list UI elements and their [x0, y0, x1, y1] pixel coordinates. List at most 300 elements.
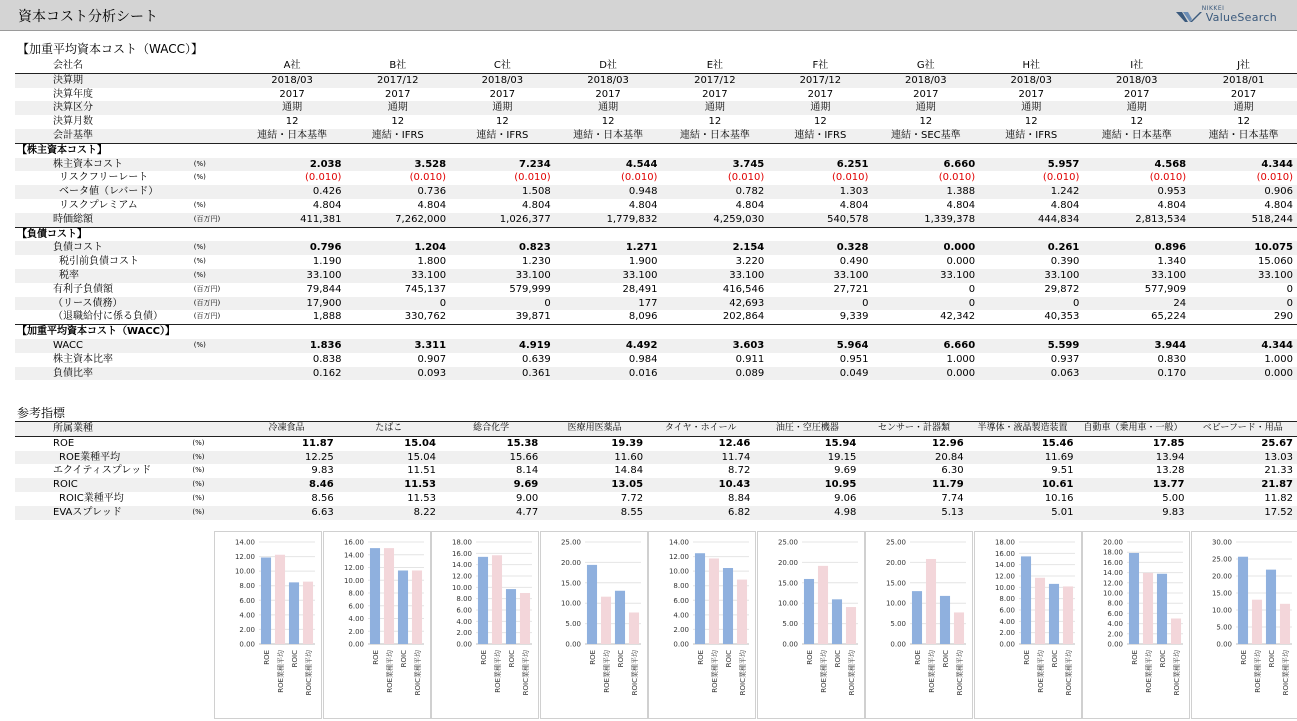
value-cell: 1.242 — [979, 185, 1083, 199]
empty-cell — [555, 325, 662, 339]
value-cell: 9.69 — [440, 478, 542, 492]
value-cell: 0.953 — [1083, 185, 1190, 199]
value-cell: 21.87 — [1189, 478, 1297, 492]
unit-label — [194, 353, 239, 367]
bar-roe — [695, 553, 705, 644]
y-tick-label: 2.00 — [998, 629, 1015, 638]
unit-cell — [194, 88, 239, 102]
row-label: 税率 — [15, 269, 194, 283]
x-tick-label: ROE業種平均 — [1145, 650, 1153, 693]
data-row — [15, 185, 1297, 199]
value-cell: 4.919 — [450, 339, 555, 353]
value-cell: 1.000 — [872, 353, 979, 367]
x-tick-label: ROE — [1239, 650, 1248, 665]
y-tick-label: 20.00 — [1211, 572, 1232, 581]
value-cell: 20.84 — [860, 451, 967, 465]
header-row — [15, 73, 1297, 87]
value-cell: 1.303 — [768, 185, 872, 199]
header-cell: A社 — [239, 59, 346, 73]
row-label: 負債比率 — [15, 367, 194, 381]
row-label: 所属業種 — [15, 422, 192, 437]
header-cell: 連結・日本基準 — [239, 129, 346, 143]
value-cell: 17.85 — [1077, 436, 1188, 450]
bar-roe-industry-avg — [600, 597, 610, 644]
value-cell: 0.261 — [979, 241, 1083, 255]
value-cell: 330,762 — [345, 310, 450, 324]
x-tick-label: ROE — [480, 650, 488, 665]
value-cell: 0 — [768, 297, 872, 311]
chart-svg — [758, 532, 864, 718]
value-cell: 11.51 — [338, 464, 440, 478]
bar-roe — [261, 558, 271, 644]
bar-roe — [1237, 557, 1247, 644]
value-cell: 3.944 — [1083, 339, 1190, 353]
industry-cell: ベビーフード・用品 — [1189, 422, 1297, 437]
roe-roic-chart — [540, 531, 648, 719]
x-tick-label: ROIC業種平均 — [956, 650, 964, 696]
unit-label: (%) — [192, 492, 235, 506]
roe-roic-chart — [1191, 531, 1297, 719]
header-cell: 2018/03 — [1083, 73, 1190, 87]
unit-label: (%) — [194, 171, 239, 185]
x-tick-label: ROIC — [399, 650, 408, 668]
value-cell: 33.100 — [555, 269, 662, 283]
header-cell: 2018/01 — [1190, 73, 1297, 87]
industry-cell: 油圧・空圧機器 — [754, 422, 860, 437]
value-cell: 0.000 — [872, 241, 979, 255]
y-tick-label: 2.00 — [1107, 630, 1123, 639]
header-cell: 連結・日本基準 — [1190, 129, 1297, 143]
empty-cell — [555, 227, 662, 241]
value-cell: 0 — [450, 297, 555, 311]
value-cell: 0.823 — [450, 241, 555, 255]
x-tick-label: ROIC業種平均 — [413, 650, 422, 696]
value-cell: 9.06 — [754, 492, 860, 506]
value-cell: 13.77 — [1077, 478, 1188, 492]
value-cell: 0.838 — [239, 353, 346, 367]
value-cell: 0.896 — [1083, 241, 1190, 255]
value-cell: 0.782 — [661, 185, 768, 199]
value-cell: 11.79 — [860, 478, 967, 492]
value-cell: 0.170 — [1083, 367, 1190, 381]
x-tick-label: ROE業種平均 — [1036, 650, 1045, 693]
value-cell: 8.56 — [235, 492, 337, 506]
y-tick-label: 25.00 — [777, 538, 798, 547]
x-tick-label: ROE業種平均 — [1253, 650, 1262, 693]
bar-roe-industry-avg — [383, 548, 393, 644]
value-cell: 0.948 — [555, 185, 662, 199]
value-cell: 11.74 — [647, 451, 754, 465]
unit-cell — [192, 422, 235, 437]
y-tick-label: 4.00 — [239, 611, 255, 620]
reference-row — [15, 506, 1297, 520]
value-cell: 33.100 — [1190, 269, 1297, 283]
reference-row — [15, 478, 1297, 492]
empty-cell — [1083, 227, 1190, 241]
y-tick-label: 0.00 — [239, 640, 255, 649]
value-cell: 444,834 — [979, 213, 1083, 227]
value-cell: 1.800 — [345, 255, 450, 269]
row-label: 決算区分 — [15, 101, 194, 115]
empty-cell — [450, 227, 555, 241]
value-cell: 11.53 — [338, 492, 440, 506]
bar-roe-industry-avg — [275, 555, 285, 644]
bar-roe — [912, 591, 922, 644]
value-cell: 15.66 — [440, 451, 542, 465]
y-tick-label: 18.00 — [1102, 548, 1123, 557]
y-tick-label: 12.00 — [234, 553, 255, 562]
value-cell: 15.46 — [968, 436, 1078, 450]
row-label: ROE — [15, 436, 192, 450]
empty-cell — [450, 325, 555, 339]
data-row — [15, 213, 1297, 227]
header-cell: J社 — [1190, 59, 1297, 73]
y-tick-label: 6.00 — [998, 606, 1015, 615]
bar-roic-industry-avg — [845, 607, 855, 644]
value-cell: 0.328 — [768, 241, 872, 255]
value-cell: 33.100 — [450, 269, 555, 283]
value-cell: 4.804 — [239, 199, 346, 213]
header-cell: 2018/03 — [450, 73, 555, 87]
empty-cell — [768, 143, 872, 157]
value-cell: (0.010) — [239, 171, 346, 185]
y-tick-label: 8.00 — [1107, 599, 1123, 608]
roe-roic-chart — [431, 531, 539, 719]
bar-roe — [803, 579, 813, 644]
value-cell: 9.83 — [235, 464, 337, 478]
value-cell: 0 — [1190, 283, 1297, 297]
y-tick-label: 16.00 — [343, 538, 364, 547]
value-cell: 5.01 — [968, 506, 1078, 520]
logo-brand-text: ValueSearch — [1205, 10, 1277, 24]
bar-roic-industry-avg — [411, 570, 421, 644]
value-cell: 0.736 — [345, 185, 450, 199]
row-label: リスクフリーレート — [15, 171, 194, 185]
y-tick-label: 10.00 — [1102, 589, 1123, 598]
value-cell: 4.804 — [1083, 199, 1190, 213]
roe-roic-chart — [865, 531, 973, 719]
bar-roic — [614, 591, 624, 644]
value-cell: 10.61 — [968, 478, 1078, 492]
value-cell: 6.63 — [235, 506, 337, 520]
value-cell: 15.04 — [338, 451, 440, 465]
value-cell: 0.937 — [979, 353, 1083, 367]
value-cell: 745,137 — [345, 283, 450, 297]
value-cell: 411,381 — [239, 213, 346, 227]
bar-roic-industry-avg — [1062, 586, 1072, 644]
value-cell: 79,844 — [239, 283, 346, 297]
x-tick-label: ROIC業種平均 — [847, 650, 856, 696]
value-cell: 2.038 — [239, 158, 346, 172]
row-label: （退職給付に係る負債） — [15, 310, 194, 324]
y-tick-label: 0.00 — [1107, 640, 1123, 649]
header-cell: 12 — [450, 115, 555, 129]
value-cell: 0 — [345, 297, 450, 311]
empty-cell — [239, 143, 346, 157]
unit-label: (%) — [194, 158, 239, 172]
header-cell: B社 — [345, 59, 450, 73]
value-cell: 11.53 — [338, 478, 440, 492]
value-cell: 1,026,377 — [450, 213, 555, 227]
bar-roic — [1157, 574, 1167, 644]
empty-cell — [872, 325, 979, 339]
value-cell: 1.230 — [450, 255, 555, 269]
bar-roe — [586, 565, 596, 644]
y-tick-label: 10.00 — [777, 599, 798, 608]
industry-cell: 医療用医薬品 — [542, 422, 647, 437]
value-cell: 5.00 — [1077, 492, 1188, 506]
value-cell: 15.94 — [754, 436, 860, 450]
value-cell: 4.804 — [555, 199, 662, 213]
value-cell: 1,779,832 — [555, 213, 662, 227]
y-tick-label: 20.00 — [885, 558, 906, 567]
value-cell: 42,693 — [661, 297, 768, 311]
unit-label: (%) — [194, 269, 239, 283]
unit-cell — [194, 101, 239, 115]
header-cell: 連結・日本基準 — [661, 129, 768, 143]
y-tick-label: 6.00 — [239, 596, 255, 605]
value-cell: 0.490 — [768, 255, 872, 269]
chart-area — [214, 531, 1294, 717]
header-cell: 12 — [768, 115, 872, 129]
empty-cell — [1083, 325, 1190, 339]
bar-roic-industry-avg — [1279, 604, 1289, 644]
y-tick-label: 16.00 — [451, 549, 472, 558]
header-cell: 通期 — [345, 101, 450, 115]
value-cell: 6.660 — [872, 339, 979, 353]
y-tick-label: 8.00 — [456, 595, 472, 604]
row-label: 決算年度 — [15, 88, 194, 102]
group-title: 【加重平均資本コスト（WACC）】 — [15, 325, 239, 339]
header-cell: 通期 — [979, 101, 1083, 115]
y-tick-label: 15.00 — [1211, 589, 1232, 598]
x-tick-label: ROE業種平均 — [711, 650, 719, 693]
unit-label: (百万円) — [194, 310, 239, 324]
header-cell: 2017 — [1190, 88, 1297, 102]
header-cell: 通期 — [1190, 101, 1297, 115]
empty-cell — [768, 227, 872, 241]
bar-roic — [506, 589, 516, 644]
y-tick-label: 15.00 — [777, 579, 798, 588]
y-tick-label: 6.00 — [347, 602, 364, 611]
y-tick-label: 6.00 — [673, 596, 689, 605]
y-tick-label: 2.00 — [347, 627, 364, 636]
row-label: 決算月数 — [15, 115, 194, 129]
header-cell: 12 — [661, 115, 768, 129]
header-cell: 通期 — [661, 101, 768, 115]
value-cell: 5.964 — [768, 339, 872, 353]
value-cell: 7.72 — [542, 492, 647, 506]
chart-svg — [975, 532, 1081, 718]
value-cell: 25.67 — [1189, 436, 1297, 450]
unit-label: (%) — [192, 478, 235, 492]
bar-roic — [1265, 570, 1275, 644]
value-cell: 33.100 — [345, 269, 450, 283]
y-tick-label: 8.00 — [998, 595, 1015, 604]
value-cell: 6.660 — [872, 158, 979, 172]
reference-table — [15, 421, 1297, 520]
value-cell: 0.063 — [979, 367, 1083, 381]
value-cell: 12.25 — [235, 451, 337, 465]
header-cell: 通期 — [1083, 101, 1190, 115]
value-cell: 27,721 — [768, 283, 872, 297]
bar-roe-industry-avg — [709, 558, 719, 644]
header-cell: 2017 — [872, 88, 979, 102]
y-tick-label: 18.00 — [451, 538, 472, 547]
value-cell: 10.075 — [1190, 241, 1297, 255]
value-cell: 3.311 — [345, 339, 450, 353]
y-tick-label: 6.00 — [1107, 609, 1123, 618]
value-cell: 28,491 — [555, 283, 662, 297]
value-cell: 0.000 — [872, 255, 979, 269]
value-cell: 4.804 — [450, 199, 555, 213]
value-cell: 0.911 — [661, 353, 768, 367]
value-cell: 0 — [872, 283, 979, 297]
unit-cell — [194, 73, 239, 87]
value-cell: 8.22 — [338, 506, 440, 520]
bar-roe-industry-avg — [817, 566, 827, 644]
bar-roic-industry-avg — [954, 612, 964, 644]
industry-cell: 自動車（乗用車・一般） — [1077, 422, 1188, 437]
header-cell: 連結・IFRS — [768, 129, 872, 143]
empty-cell — [661, 227, 768, 241]
data-row — [15, 269, 1297, 283]
value-cell: 10.16 — [968, 492, 1078, 506]
value-cell: 1.900 — [555, 255, 662, 269]
value-cell: 4.568 — [1083, 158, 1190, 172]
unit-label: (%) — [194, 199, 239, 213]
group-title-row — [15, 227, 1297, 241]
unit-cell — [194, 129, 239, 143]
y-tick-label: 25.00 — [560, 538, 581, 547]
value-cell: 19.39 — [542, 436, 647, 450]
value-cell: 5.13 — [860, 506, 967, 520]
unit-label — [194, 185, 239, 199]
value-cell: 33.100 — [239, 269, 346, 283]
empty-cell — [979, 143, 1083, 157]
header-cell: G社 — [872, 59, 979, 73]
empty-cell — [661, 325, 768, 339]
empty-cell — [555, 143, 662, 157]
value-cell: 4.344 — [1190, 339, 1297, 353]
header-cell: 2017/12 — [768, 73, 872, 87]
value-cell: 4.492 — [555, 339, 662, 353]
value-cell: 0.984 — [555, 353, 662, 367]
header-cell: 連結・SEC基準 — [872, 129, 979, 143]
y-tick-label: 12.00 — [1102, 579, 1123, 588]
x-tick-label: ROIC — [725, 650, 733, 668]
y-tick-label: 20.00 — [1102, 538, 1123, 547]
header-cell: 12 — [239, 115, 346, 129]
group-title-row — [15, 143, 1297, 157]
row-label: 負債コスト — [15, 241, 194, 255]
chart-svg — [1083, 532, 1189, 718]
value-cell: 8.14 — [440, 464, 542, 478]
value-cell: 15.04 — [338, 436, 440, 450]
industry-cell: 総合化学 — [440, 422, 542, 437]
value-cell: 0.093 — [345, 367, 450, 381]
data-row — [15, 367, 1297, 381]
y-tick-label: 0.00 — [564, 640, 581, 649]
header-cell: 2018/03 — [555, 73, 662, 87]
x-tick-label: ROIC業種平均 — [305, 650, 313, 696]
value-cell: 9.51 — [968, 464, 1078, 478]
bar-roe — [369, 548, 379, 644]
bar-roe-industry-avg — [1034, 578, 1044, 644]
value-cell: 11.60 — [542, 451, 647, 465]
value-cell: 9,339 — [768, 310, 872, 324]
data-row — [15, 171, 1297, 185]
value-cell: (0.010) — [872, 171, 979, 185]
header-row — [15, 115, 1297, 129]
y-tick-label: 5.00 — [781, 620, 798, 629]
y-tick-label: 12.00 — [668, 553, 689, 562]
unit-label: (百万円) — [194, 283, 239, 297]
value-cell: 6.30 — [860, 464, 967, 478]
x-tick-label: ROE — [1022, 650, 1031, 665]
empty-cell — [1083, 143, 1190, 157]
header-cell: 2017 — [1083, 88, 1190, 102]
reference-section-title: 参考指標 — [17, 406, 66, 420]
value-cell: 33.100 — [979, 269, 1083, 283]
unit-label: (百万円) — [194, 297, 239, 311]
header-cell: 連結・IFRS — [979, 129, 1083, 143]
value-cell: 0.162 — [239, 367, 346, 381]
unit-label — [194, 367, 239, 381]
y-tick-label: 0.00 — [781, 640, 798, 649]
value-cell: 4.804 — [872, 199, 979, 213]
y-tick-label: 15.00 — [560, 579, 581, 588]
value-cell: (0.010) — [345, 171, 450, 185]
y-tick-label: 14.00 — [1102, 569, 1123, 578]
value-cell: 9.83 — [1077, 506, 1188, 520]
data-row — [15, 241, 1297, 255]
industry-cell: センサー・計器類 — [860, 422, 967, 437]
y-tick-label: 18.00 — [994, 538, 1015, 547]
header-cell: 通期 — [450, 101, 555, 115]
header-cell: 連結・IFRS — [345, 129, 450, 143]
row-label: 会社名 — [15, 59, 194, 73]
value-cell: (0.010) — [1190, 171, 1297, 185]
x-tick-label: ROIC業種平均 — [1064, 650, 1073, 696]
reference-row — [15, 451, 1297, 465]
row-label: 時価総額 — [15, 213, 194, 227]
wacc-section-title: 【加重平均資本コスト（WACC）】 — [17, 42, 203, 56]
bar-roe — [478, 557, 488, 644]
value-cell: 17.52 — [1189, 506, 1297, 520]
y-tick-label: 12.00 — [994, 572, 1015, 581]
value-cell: 7.74 — [860, 492, 967, 506]
valuesearch-logo — [1176, 5, 1277, 26]
value-cell: 13.94 — [1077, 451, 1188, 465]
value-cell: 0.951 — [768, 353, 872, 367]
y-tick-label: 5.00 — [1215, 623, 1232, 632]
value-cell: 579,999 — [450, 283, 555, 297]
value-cell: 540,578 — [768, 213, 872, 227]
data-row — [15, 353, 1297, 367]
y-tick-label: 12.00 — [343, 564, 364, 572]
header-cell: H社 — [979, 59, 1083, 73]
bar-roic-industry-avg — [303, 582, 313, 644]
value-cell: 65,224 — [1083, 310, 1190, 324]
bar-roic-industry-avg — [628, 613, 638, 644]
value-cell: 9.00 — [440, 492, 542, 506]
x-tick-label: ROIC — [1050, 650, 1059, 668]
roe-roic-chart — [323, 531, 431, 719]
y-tick-label: 20.00 — [777, 558, 798, 567]
value-cell: 1.836 — [239, 339, 346, 353]
header-cell: 連結・日本基準 — [1083, 129, 1190, 143]
